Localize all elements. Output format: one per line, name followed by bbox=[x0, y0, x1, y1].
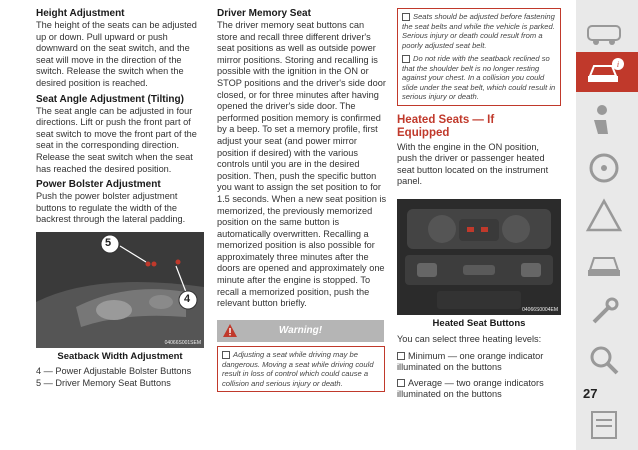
warning-label: Warning! bbox=[278, 325, 323, 336]
callout-4: 4 bbox=[184, 293, 191, 305]
heated-seat-buttons-illustration bbox=[397, 199, 561, 315]
note-bullet-icon bbox=[402, 55, 410, 63]
safety-note-2: Do not ride with the seatback reclined so that the shoulder belt is no longer resting against your chest. In a collision you could slide under the seat belt, which could result in serious injury or death. bbox=[402, 54, 556, 101]
column-3 bbox=[397, 8, 561, 192]
note-bullet-icon bbox=[222, 351, 230, 359]
index-icon[interactable] bbox=[584, 404, 624, 444]
active-chapter-tab[interactable] bbox=[576, 52, 638, 92]
driver-memory-text: The driver memory seat buttons can store and recall three different driver's seat positions as well as outside power mirror positions. Storing and recalling is possible with the ignition in the ON or STOP positions and the driver's side door closed, or for three minutes after having opened the driver's side door. The performed position memory is confirmed by a beep. To set a memory profile, first adjust your seat (and power mirror position if desired) with the various controls until you are in the desired position. Then, push the specific button you want to assign the set position to for 1.5 seconds. When a new seat position is memorized, the previously memorized position on the same button is automatically overwritten. Recalling a memorized position is also possible for approximately three minutes after the doors are opened and approximately one minute after the engine is stopped. To recall a memorized position, push the relevant button briefly. bbox=[217, 20, 387, 309]
warning-triangle-icon[interactable] bbox=[584, 196, 624, 236]
heated-seats-heading: Heated Seats — If Equipped bbox=[397, 113, 495, 139]
heating-levels bbox=[397, 334, 565, 405]
column-1 bbox=[36, 8, 208, 230]
power-bolster-heading: Power Bolster Adjustment bbox=[36, 179, 161, 191]
heated-seat-figure bbox=[397, 199, 561, 315]
legend-item-4: 4 — Power Adjustable Bolster Buttons bbox=[36, 366, 192, 376]
heating-average: Average — two orange indicators illuminated on the buttons bbox=[397, 377, 544, 400]
wrench-icon[interactable] bbox=[584, 292, 624, 332]
seat-angle-heading: Seat Angle Adjustment (Tilting) bbox=[36, 93, 184, 105]
legend-item-5: 5 — Driver Memory Seat Buttons bbox=[36, 377, 171, 388]
steering-wheel-icon[interactable] bbox=[584, 148, 624, 188]
svg-text:i: i bbox=[616, 60, 620, 69]
warning-text: Adjusting a seat while driving may be dangerous. Moving a seat while driving could result in loss of control which could cause a collision and serious injury or death. bbox=[222, 350, 374, 388]
safety-notes-box bbox=[397, 8, 561, 106]
heated-seat-caption: Heated Seat Buttons bbox=[432, 318, 526, 329]
magnifier-icon[interactable] bbox=[584, 340, 624, 380]
heated-seats-text: With the engine in the ON position, push the driver or passenger heated seat button located on the instrument panel. bbox=[397, 141, 549, 187]
car-info-icon bbox=[584, 52, 624, 92]
warning-bar bbox=[217, 320, 384, 342]
power-bolster-text: Push the power bolster adjustment buttons to regulate the width of the backrest through the lateral padding. bbox=[36, 191, 186, 225]
heating-minimum: Minimum — one orange indicator illuminated on the buttons bbox=[397, 350, 544, 373]
car-dashboard-icon[interactable] bbox=[584, 12, 624, 52]
seat-person-icon[interactable] bbox=[584, 100, 624, 140]
figure-code: 04066S001SEM bbox=[164, 340, 201, 346]
height-adjustment-text: The height of the seats can be adjusted up or down. Pull upward or push downward on the seat switch, and the seat will move in the direction of the switch. Release the switch when the desired position is reached. bbox=[36, 20, 197, 88]
driver-memory-heading: Driver Memory Seat bbox=[217, 8, 311, 19]
safety-note-1: Seats should be adjusted before fastening the seat belts and while the vehicle is parked. Serious injury or death could result from a poorly adjusted seat belt. bbox=[402, 12, 555, 50]
figure-code: 04066S0004EM bbox=[522, 307, 558, 313]
page-number: 27 bbox=[583, 386, 598, 401]
note-bullet-icon bbox=[402, 13, 410, 21]
warning-box bbox=[217, 346, 385, 392]
seat-controls-illustration bbox=[36, 232, 204, 348]
car-front-icon[interactable] bbox=[584, 244, 624, 284]
column-2 bbox=[217, 8, 387, 314]
heating-levels-intro: You can select three heating levels: bbox=[397, 334, 542, 344]
seat-angle-text: The seat angle can be adjusted in four directions. Lift or push the front part of seat switch to move the front part of the seat in the corresponding direction. Release the seat switch when the seat has reached the desired position. bbox=[36, 105, 197, 174]
list-bullet-icon bbox=[397, 352, 405, 360]
chapter-sidebar bbox=[576, 0, 638, 450]
height-adjustment-heading: Height Adjustment bbox=[36, 8, 125, 19]
figure-legend bbox=[36, 366, 211, 389]
callout-5: 5 bbox=[105, 237, 112, 249]
list-bullet-icon bbox=[397, 379, 405, 387]
seatback-width-figure bbox=[36, 232, 204, 348]
seatback-width-caption: Seatback Width Adjustment bbox=[57, 351, 183, 362]
